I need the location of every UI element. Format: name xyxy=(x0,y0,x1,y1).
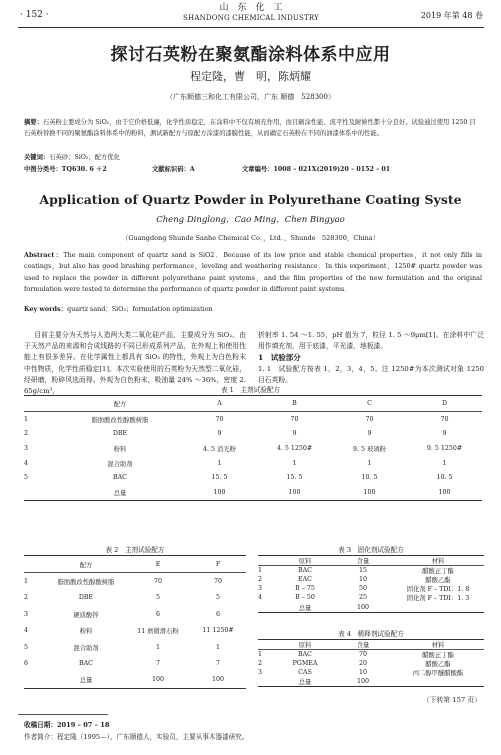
table-header-cell: D xyxy=(441,399,448,407)
table-cell: 醋酸正丁酯 xyxy=(422,568,454,576)
table-row xyxy=(258,650,484,660)
keywords-zh-text: 石英砂；SiO₂；配方优化 xyxy=(49,154,120,161)
table-cell: 3 xyxy=(24,444,29,452)
table-cell xyxy=(24,672,46,689)
table-cell: 11 1250# xyxy=(202,627,234,635)
table-row xyxy=(258,566,484,576)
table-header-cell: 原料 xyxy=(298,642,312,649)
table-row xyxy=(258,575,484,584)
table-cell: 2 xyxy=(258,576,263,584)
table-cell: CAS xyxy=(298,669,312,676)
section-1-title: 1 试验部分 xyxy=(258,353,301,363)
clc-number: 中图分类号：TQ630. 6 ＋2 xyxy=(24,166,107,173)
table-row xyxy=(24,590,246,606)
abstract-en xyxy=(24,250,482,296)
abstract-zh xyxy=(24,117,478,139)
affiliation-en: （Guangdong Shunde Sanhe Chemical Co．，Ltd．，Shunde 528300，China） xyxy=(121,234,380,242)
table-cell: 6 xyxy=(24,660,29,668)
table-cell: B – 50 xyxy=(295,594,315,602)
table-cell: 脂肪酸改性醇酸树脂 xyxy=(57,579,115,587)
received-date: 收稿日期：2019 – 07 – 18 xyxy=(24,721,110,729)
table-header-cell xyxy=(258,556,276,566)
abstract-zh-text: 石英粉主要成分为 SiO₂，由于它价格低廉，化学性质稳定，在涂料中不仅有填充作用，而且刷涂性能、流平性及耐候性都十分良好。试验通过使用 1250 目石英粉替换不同的聚氨酯涂料体系中的粉料，测试新配方与原配方涂漆的漆膜性能，从而确定石英粉在不同的油漆体系中的性能。 xyxy=(24,119,476,137)
body-right-column xyxy=(258,330,484,386)
table-header-cell xyxy=(24,396,58,412)
table-cell: 100 xyxy=(363,488,376,496)
table4-header-row xyxy=(258,640,484,650)
article-number: 文章编号：1008 – 021X(2019)20 – 0152 – 01 xyxy=(242,166,391,173)
table-cell: 1 xyxy=(442,459,447,467)
table-row xyxy=(24,485,482,500)
table-cell: 混合助剂 xyxy=(107,460,133,468)
table-cell: BAC xyxy=(298,567,312,575)
table-header-cell: 材料 xyxy=(431,642,445,649)
table-cell: 5 xyxy=(215,594,220,602)
keywords-en-text: quartz sand；SiO₂；formulation optimization xyxy=(67,305,213,313)
table2-header-row xyxy=(24,556,246,573)
table-cell: 70 xyxy=(153,578,162,586)
table-header-cell: 配方 xyxy=(79,561,93,569)
table-cell: 总量 xyxy=(79,677,93,685)
doc-code: 文献标识码：A xyxy=(152,166,195,173)
table-cell: 20 xyxy=(358,660,367,667)
table-cell: 100 xyxy=(438,488,451,496)
table3 xyxy=(258,555,484,613)
authors-en: Cheng Dinglong，Cao Ming，Chen Bingyao xyxy=(156,215,345,225)
author-intro: 作者简介：程定隆（1995—），广东顺德人，实验员，主要从事木器漆研究。 xyxy=(24,733,249,741)
table-row xyxy=(24,470,482,485)
page-number: · 152 · xyxy=(20,10,49,20)
table-header-cell: A xyxy=(217,399,222,407)
table-cell: 6 xyxy=(215,610,220,618)
table-header-cell xyxy=(24,556,46,573)
title-en: Application of Quartz Powder in Polyurethane Coating Syste xyxy=(39,192,462,207)
table-cell: 100 xyxy=(213,488,226,496)
table-cell: 4 xyxy=(24,627,29,635)
table-cell: 15. 5 xyxy=(211,474,228,482)
table-cell: 7 xyxy=(215,660,220,668)
table-cell xyxy=(392,677,484,687)
table-cell: 丙二醇甲醚醋酸酯 xyxy=(412,670,464,677)
table-cell: 固化剂 F – TDI：1. 8 xyxy=(406,586,470,594)
table-cell: 固化剂 F – TDI：1. 3 xyxy=(406,595,470,603)
table1 xyxy=(24,395,482,501)
table-row xyxy=(258,659,484,668)
abstract-zh-label: 摘要： xyxy=(24,119,43,126)
affiliation-zh: （广东顺德三和化工有限公司，广东 顺德 528300） xyxy=(166,93,335,101)
table-row xyxy=(258,584,484,593)
table1-caption: 表 1 主剂试验配方 xyxy=(220,386,281,394)
table-cell: 10. 5 xyxy=(436,474,453,482)
table-row xyxy=(24,573,246,590)
table-cell: 70 xyxy=(290,415,299,423)
table-cell: 混合助剂 xyxy=(73,644,99,652)
table2-caption: 表 2 主剂试验配方 xyxy=(105,546,165,554)
table-cell: 脂肪酸改性醇酸树脂 xyxy=(91,416,149,424)
table-cell: 9 xyxy=(367,430,372,438)
header-rule xyxy=(18,27,484,28)
intro-paragraph-continued: 折射率 1. 54 ～1. 55，pH 值为 7，粒径 1. 5 ～9μm[1]。在涂料中广泛用作填充剂，用于底漆，平光漆，地板漆。 xyxy=(258,331,484,351)
issue-label: 2019 年第 48 卷 xyxy=(420,11,483,20)
journal-name xyxy=(175,3,327,23)
keywords-en-label: Key words： xyxy=(24,305,68,313)
table2 xyxy=(24,555,246,689)
table-cell: 3 xyxy=(258,585,263,593)
table-cell: 5 xyxy=(155,594,160,602)
table-cell: 10. 5 xyxy=(361,474,378,482)
abstract-en-label: Abstract： xyxy=(24,251,64,259)
table-cell: 1 xyxy=(367,459,372,467)
table-cell: 1 xyxy=(155,643,160,651)
table-header-cell: C xyxy=(367,399,372,407)
table-cell: 70 xyxy=(440,415,449,423)
journal-name-zh: 山 东 化 工 xyxy=(219,3,283,13)
table-cell xyxy=(392,602,484,612)
authors-zh: 程定隆，曹 明，陈炳耀 xyxy=(190,70,311,83)
table-cell: 4. 5 消光粉 xyxy=(203,445,236,453)
table-cell: 1 xyxy=(24,578,29,586)
table-cell: 9. 5 玻璃粉 xyxy=(353,445,386,453)
table-cell: 9 xyxy=(217,430,222,438)
table-cell: 11 磨微滑石粉 xyxy=(137,628,179,636)
table-cell: 10 xyxy=(358,576,367,584)
table-cell: 粉料 xyxy=(79,628,93,636)
table-cell: 9 xyxy=(442,430,447,438)
table4-caption: 表 4 稀释剂试验配方 xyxy=(338,630,404,638)
keywords-zh xyxy=(24,152,478,161)
table-cell: 15. 5 xyxy=(286,474,303,482)
table-cell xyxy=(258,677,276,687)
table-header-cell: 含量 xyxy=(356,642,370,649)
table-header-cell: 配方 xyxy=(113,400,127,408)
table-row xyxy=(24,411,482,426)
table-cell: 1 xyxy=(258,651,263,658)
table-cell: 3 xyxy=(258,669,263,676)
table-cell: 100 xyxy=(211,676,225,684)
table-cell: 1 xyxy=(217,459,222,467)
table-header-cell xyxy=(258,640,276,650)
table-cell: B – 75 xyxy=(295,585,315,593)
table-cell: 9 xyxy=(292,430,297,438)
table-cell: 总量 xyxy=(113,489,127,497)
table-cell: 4. 5 1250# xyxy=(276,444,313,452)
table-row xyxy=(24,639,246,655)
table-cell: 70 xyxy=(213,578,222,586)
table-cell: 2 xyxy=(24,430,29,438)
table-cell: 3 xyxy=(24,610,29,618)
title-zh: 探讨石英粉在聚氨酯涂料体系中应用 xyxy=(110,45,391,65)
classification-zh xyxy=(24,164,478,173)
table-header-cell: E xyxy=(155,560,161,568)
table-cell: DBE xyxy=(112,430,128,438)
table-cell: 醋酸乙酯 xyxy=(425,661,451,668)
table-cell: 70 xyxy=(215,415,224,423)
keywords-zh-label: 关键词： xyxy=(24,154,50,161)
table-cell: 5 xyxy=(24,643,29,651)
table-cell xyxy=(24,485,58,500)
table-cell: 10 xyxy=(358,669,367,676)
table-row xyxy=(24,672,246,689)
table-cell: PGMEA xyxy=(292,660,318,667)
table-header-cell: 材料 xyxy=(431,558,445,566)
table4 xyxy=(258,639,484,687)
table-cell: 总量 xyxy=(298,679,312,686)
table-header-cell: 原料 xyxy=(298,558,312,566)
table-cell: DBE xyxy=(78,594,94,602)
table-cell: 7 xyxy=(155,660,160,668)
table-cell: 100 xyxy=(356,603,370,611)
table-cell: 醋酸乙酯 xyxy=(425,577,451,585)
table-cell: 15 xyxy=(358,567,367,575)
table-cell: 4 xyxy=(24,459,29,467)
abstract-en-text: The main component of quartz sand is SiO2．Because of its low price and stable chemical properties，it not only fills in coatings，but also has good brushing performance，leveling and weathering resistance．In this experiment，1250# quartz powder was used to replace the powder in different polyurethane paint systems，and the film properties of the new formulation and the original formulation were tested to determine the performance of quartz powder in different paint systems． xyxy=(24,251,483,294)
journal-name-en: SHANDONG CHEMICAL INDUSTRY xyxy=(183,14,319,22)
table-cell: 1 xyxy=(258,567,263,575)
table-cell: BAC xyxy=(79,660,93,668)
table-cell: 醋酸正丁酯 xyxy=(422,652,454,659)
table-row xyxy=(24,606,246,622)
table-cell: 粉料 xyxy=(113,445,127,453)
keywords-en xyxy=(24,304,482,313)
table-cell: 总量 xyxy=(298,604,312,612)
table-row xyxy=(258,668,484,677)
table-header-cell: 含量 xyxy=(356,558,370,566)
continued-note: （下转第 157 页） xyxy=(422,696,481,704)
table-cell: 100 xyxy=(151,676,165,684)
intro-paragraph: 目前主要分为天然与人造两大类二氧化硅产品，主要成分为 SiO₂。由于天然产品的来源和合成线路的不同已形成系列产品，在外观上和使用性能上有很多差异。在化学属性上都具有 SiO₂ 的特性，外观上为白色粉末中性物质，化学性质稳定[1]。本次实验使用的石英粉为天然型二氧化硅，经研磨，粉碎风选而得。外观为白色粉末，吸油量 24% ～36%，密度 2. 65g/cm³， xyxy=(24,331,246,396)
table-cell: 1 xyxy=(24,415,29,423)
table-header-cell: F xyxy=(215,560,221,568)
table-row xyxy=(24,441,482,456)
table-row xyxy=(24,655,246,671)
table-cell: BAC xyxy=(298,651,312,658)
table-cell: 50 xyxy=(358,585,367,593)
table-row xyxy=(258,602,484,612)
table-row xyxy=(24,623,246,639)
table-header-cell: B xyxy=(292,399,297,407)
section-1-1-text: 1. 1 试验配方按表 1，2，3，4，5。注 1250#为本次测试对象 1250 目石英粉。 xyxy=(258,364,484,384)
table-cell: 25 xyxy=(358,594,367,602)
footnote-rule xyxy=(18,714,108,715)
table-cell: 1 xyxy=(292,459,297,467)
table-row xyxy=(24,426,482,441)
table3-header-row xyxy=(258,556,484,566)
table-cell: 4 xyxy=(258,594,263,602)
table-cell: BAC xyxy=(113,474,127,482)
table-row xyxy=(24,456,482,471)
table-row xyxy=(258,677,484,687)
table-cell: 1 xyxy=(215,643,220,651)
table-cell xyxy=(258,602,276,612)
table-cell: 硬质酸锌 xyxy=(73,611,99,619)
table-cell: 100 xyxy=(288,488,301,496)
table1-header-row xyxy=(24,396,482,412)
table-cell: 9. 5 1250# xyxy=(426,444,463,452)
table-cell: 6 xyxy=(155,610,160,618)
table-cell: 2 xyxy=(24,594,29,602)
table-cell: 5 xyxy=(24,474,29,482)
table-cell: EAC xyxy=(298,576,312,584)
table3-caption: 表 3 固化剂试验配方 xyxy=(338,546,404,554)
table-cell: 70 xyxy=(365,415,374,423)
table-cell: 100 xyxy=(356,678,370,685)
table-cell: 2 xyxy=(258,660,263,667)
table-cell: 70 xyxy=(358,651,367,658)
table-row xyxy=(258,593,484,602)
